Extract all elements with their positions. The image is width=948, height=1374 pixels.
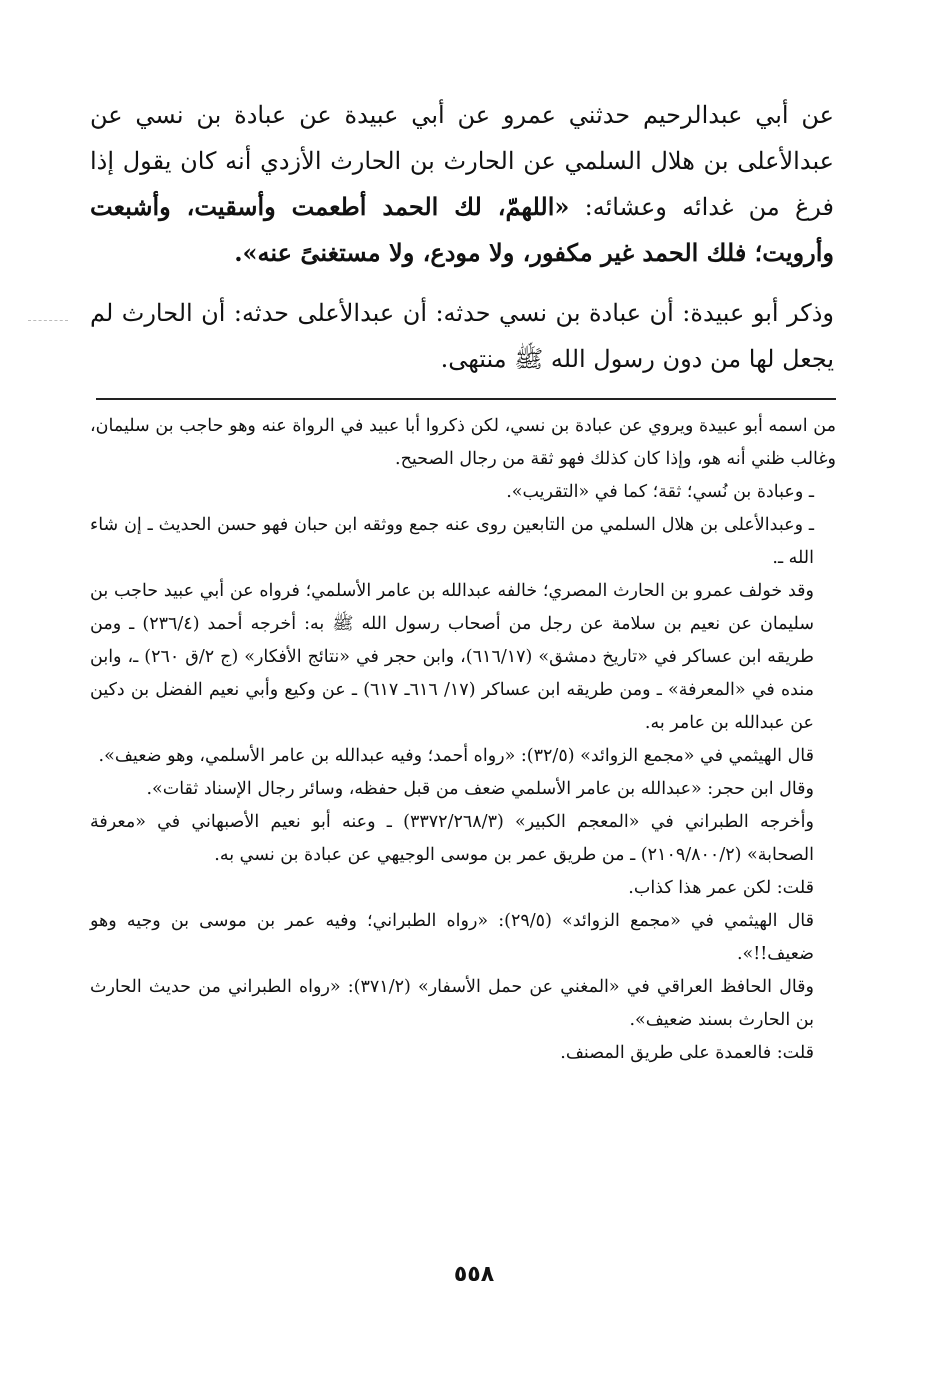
footnote-paragraph: قلت: لكن عمر هذا كذاب. xyxy=(628,878,814,898)
footnote-paragraph: وقد خولف عمرو بن الحارث المصري؛ خالفه عبدالله بن عامر الأسلمي؛ فرواه عن أبي عبيد حاجب بن سليمان عن نعيم بن سلامة عن رجل من أصحاب رسول الله ﷺ به: أخرجه أحمد (٢٣٦/٤) ـ ومن طريقه ابن عساكر في «تاريخ دمشق» (٦١٦/١٧)، وابن حجر في «نتائج الأفكار» (ج ٢/ق ٢٦٠) ـ، وابن منده في «المعرفة» ـ ومن طريقه ابن عساكر (١٧/ ٦١٦ـ ٦١٧) ـ عن وكيع وأبي نعيم الفضل بن دكين عن عبدالله بن عامر به. xyxy=(90,581,815,733)
margin-mark xyxy=(28,320,68,321)
main-paragraph-2: وذكر أبو عبيدة: أن عبادة بن نسي حدثه: أن عبدالأعلى حدثه: أن الحارث لم يجعل لها من دون رسول الله ﷺ منتهى. xyxy=(90,299,834,373)
main-text xyxy=(90,92,834,382)
footnote-paragraph: من اسمه أبو عبيدة ويروي عن عبادة بن نسي، لكن ذكروا أبا عبيد في الرواة عنه وهو حاجب بن سليمان، وغالب ظني أنه هو، وإذا كان كذلك فهو ثقة من رجال الصحيح. xyxy=(90,416,836,469)
main-paragraph-1-text: عن أبي عبدالرحيم حدثني عمرو عن أبي عبيدة عن عبادة بن نسي عن عبدالأعلى بن هلال السلمي عن الحارث بن الحارث الأزدي أنه كان يقول إذا فرغ من غدائه وعشائه: xyxy=(90,101,834,221)
footnote-separator xyxy=(96,398,836,400)
page-number: ٥٥٨ xyxy=(453,1262,495,1287)
main-paragraph-1 xyxy=(90,92,834,276)
footnote-paragraph: قال الهيثمي في «مجمع الزوائد» (٢٩/٥): «رواه الطبراني؛ وفيه عمر بن موسى بن وجيه وهو ضعيف!!». xyxy=(90,911,814,964)
footnote-paragraph: وأخرجه الطبراني في «المعجم الكبير» (٣٣٧٢/٢٦٨/٣) ـ وعنه أبو نعيم الأصبهاني في «معرفة الصحابة» (٢١٠٩/٨٠٠/٢) ـ من طريق عمر بن موسى الوجيهي عن عبادة بن نسي به. xyxy=(90,812,814,865)
footnote-paragraph: قلت: فالعمدة على طريق المصنف. xyxy=(560,1043,814,1063)
main-paragraph-1-quote: «اللهمّ، لك الحمد أطعمت وأسقيت، وأشبعت وأرويت؛ فلك الحمد غير مكفور، ولا مودع، ولا مستغنىً عنه». xyxy=(90,192,834,267)
footnotes xyxy=(90,410,836,1070)
footnote-paragraph: وقال ابن حجر: «عبدالله بن عامر الأسلمي ضعف من قبل حفظه، وسائر رجال الإسناد ثقات». xyxy=(146,779,814,799)
footnote-paragraph: ـ وعبدالأعلى بن هلال السلمي من التابعين روى عنه جمع ووثقه ابن حبان فهو حسن الحديث ـ إن شاء الله ـ. xyxy=(90,515,814,568)
footnote-paragraph: وقال الحافظ العراقي في «المغني عن حمل الأسفار» (٣٧١/٢): «رواه الطبراني من حديث الحارث بن الحارث بسند ضعيف». xyxy=(90,977,814,1030)
footnote-paragraph: ـ وعبادة بن نُسي؛ ثقة؛ كما في «التقريب». xyxy=(506,482,814,502)
footnote-paragraph: قال الهيثمي في «مجمع الزوائد» (٣٢/٥): «رواه أحمد؛ وفيه عبدالله بن عامر الأسلمي، وهو ضعيف». xyxy=(98,746,814,766)
